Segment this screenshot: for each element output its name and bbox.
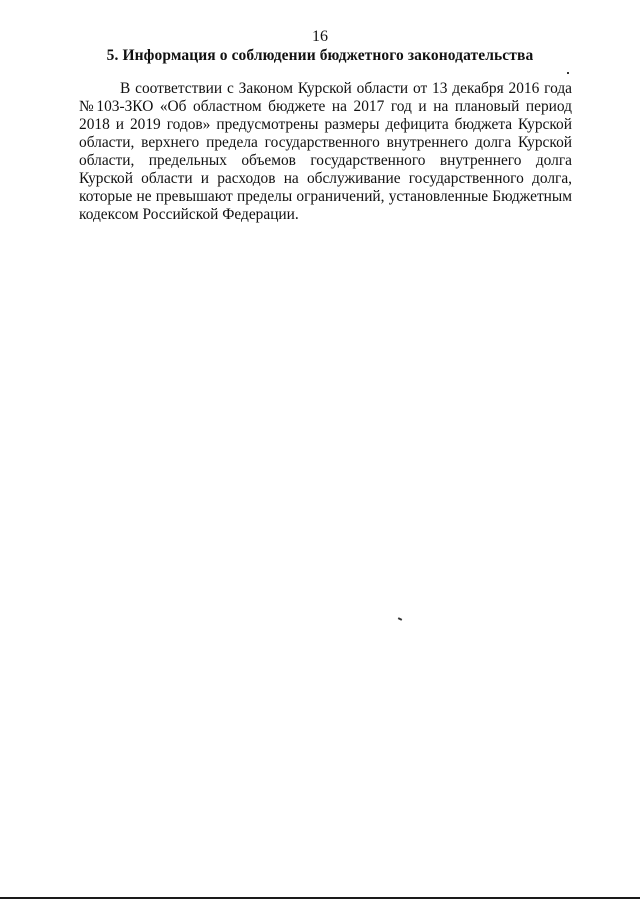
scan-edge-line [0, 897, 640, 899]
scan-speck [567, 72, 569, 74]
page-number: 16 [312, 28, 328, 45]
section-title: 5. Информация о соблюдении бюджетного законодательства [106, 47, 534, 64]
scan-speck [398, 617, 402, 621]
body-paragraph: В соответствии с Законом Курской области от 13 декабря 2016 года №103-ЗКО «Об областном бюджете на 2017 год и на плановый период 2018 и 2019 годов» предусмотрены размеры дефицита бюджета Курской области, верхнего предела государственного внутреннего долга Курской области, предельных объемов государственного внутреннего долга Курской области и расходов на обслуживание государственного долга, которые не превышают пределы ограничений, установленные Бюджетным кодексом Российской Федерации. [79, 80, 572, 223]
